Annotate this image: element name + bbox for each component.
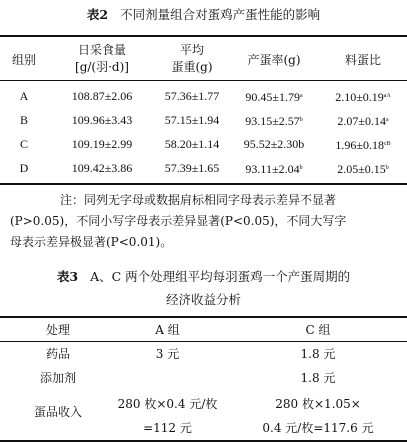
table2-row-a-ratio-value: 2.10±0.19 — [335, 90, 384, 104]
table3-header-rule — [0, 341, 407, 342]
table2-row-d-rate-value: 93.11±2.04 — [245, 162, 300, 176]
table3-header-group-c: C 组 — [305, 323, 331, 337]
table2-row-d-ratio — [320, 160, 406, 177]
table3-row-drug-label: 药品 — [45, 347, 70, 361]
table2-row-a-rate-sup: a — [299, 93, 303, 99]
table2-row-a-intake: 108.87±2.06 — [71, 89, 133, 103]
table2-row-c-ratio-value: 1.96±0.18 — [335, 138, 384, 152]
table2-row-b-egg-weight: 57.15±1.94 — [164, 113, 220, 127]
table3-row-drug-a: 3 元 — [155, 347, 180, 361]
table3-row-income-label: 蛋品收入 — [33, 405, 82, 419]
table2-row-d-intake: 109.42±3.86 — [71, 161, 133, 175]
table3-title-line2: 经济收益分析 — [165, 292, 241, 307]
table2-row-c-ratio-sup: cB — [383, 141, 391, 147]
table2-header-rate: 产蛋率(g) — [247, 53, 301, 67]
table3-row-income-a-line1: 280 枚×0.4 元/枚 — [117, 397, 218, 411]
table2-row-a-rate — [226, 88, 322, 105]
table3-bottom-rule — [0, 440, 407, 442]
table3-row-income-a — [105, 392, 230, 440]
table2-row-c-group: C — [19, 137, 28, 151]
table2-header-intake-line1: 日采食量 — [77, 43, 126, 57]
table2-bottom-rule — [0, 183, 407, 185]
table2-row-d-group: D — [19, 161, 29, 175]
table2-row-c-rate-value: 95.52±2.30b — [243, 137, 305, 151]
table2-header-egg-weight-line2: 蛋重(g) — [171, 60, 213, 74]
table2-note — [10, 190, 405, 253]
table2-caption — [0, 5, 407, 23]
table3-row-income-c-line2: 0.4 元/枚=117.6 元 — [262, 421, 374, 435]
table2-number: 表2 — [86, 7, 109, 22]
table2-note-line1: 注：同列无字母或数据肩标相同字母表示差异不显著 — [60, 193, 337, 207]
table2-row-b-rate-value: 93.15±2.57 — [245, 114, 300, 128]
table3-row-drug-c: 1.8 元 — [300, 347, 336, 361]
table2-row-c-intake: 109.19±2.99 — [71, 137, 133, 151]
table2-row-a-ratio-sup: aA — [383, 93, 391, 99]
table2-note-line3: 母表示差异极显著(P<0.01)。 — [10, 235, 173, 249]
table3-caption — [0, 265, 407, 311]
table2-row-a-egg-weight: 57.36±1.77 — [164, 89, 220, 103]
table2-row-d-rate — [226, 160, 322, 177]
table2-row-b-ratio-value: 2.07±0.14 — [337, 114, 386, 128]
table2-row-d-ratio-value: 2.05±0.15 — [337, 162, 386, 176]
table2-header-rule — [0, 80, 407, 81]
table2-row-b-ratio-sup: a — [385, 117, 389, 123]
table2-header-ratio: 料蛋比 — [344, 53, 381, 67]
table2-row-d-rate-sup: b — [299, 165, 303, 171]
table2-row-c-rate — [226, 136, 322, 152]
table2-note-line2: (P>0.05)，不同小写字母表示差异显著(P<0.05)，不同大写字 — [10, 214, 347, 228]
table3-header-group-a: A 组 — [155, 323, 180, 337]
table3-header-treatment: 处理 — [45, 323, 70, 337]
table2-top-rule — [0, 35, 407, 37]
table3-top-rule — [0, 316, 407, 318]
table2-row-d-egg-weight: 57.39±1.65 — [164, 161, 220, 175]
table3-caption-line1 — [0, 265, 407, 288]
table2-title: 不同剂量组合对蛋鸡产蛋性能的影响 — [120, 7, 321, 22]
table2-row-b-rate — [226, 112, 322, 129]
table3-title-line1: A、C 两个处理组平均每羽蛋鸡一个产蛋周期的 — [90, 269, 351, 284]
table2-row-b-rate-sup: b — [299, 117, 303, 123]
table2-row-c-egg-weight: 58.20±1.14 — [164, 137, 220, 151]
table3-row-additive-c: 1.8 元 — [300, 371, 336, 385]
table2-header-egg-weight-line1: 平均 — [179, 43, 204, 57]
table2-header-egg-weight — [150, 42, 234, 76]
table2-row-c-ratio — [320, 136, 406, 153]
table2-header-group: 组别 — [11, 53, 36, 67]
table2-row-b-group: B — [19, 113, 28, 127]
table3-row-additive-label: 添加剂 — [39, 371, 76, 385]
table2-row-b-ratio — [320, 112, 406, 129]
table3-row-income-a-line2: =112 元 — [143, 421, 192, 435]
table3-number: 表3 — [56, 269, 79, 284]
table3-row-income-c — [238, 392, 398, 440]
table2-row-a-rate-value: 90.45±1.79 — [245, 90, 300, 104]
table3-row-income-c-line1: 280 枚×1.05× — [275, 397, 361, 411]
table2-header-intake — [52, 42, 152, 76]
table2-row-d-ratio-sup: b — [385, 165, 389, 171]
table2-row-a-group: A — [19, 89, 29, 103]
table2-header-intake-line2: [g/(羽·d)] — [75, 60, 129, 74]
table2-row-b-intake: 109.96±3.43 — [71, 113, 133, 127]
table2-row-a-ratio — [320, 88, 406, 105]
